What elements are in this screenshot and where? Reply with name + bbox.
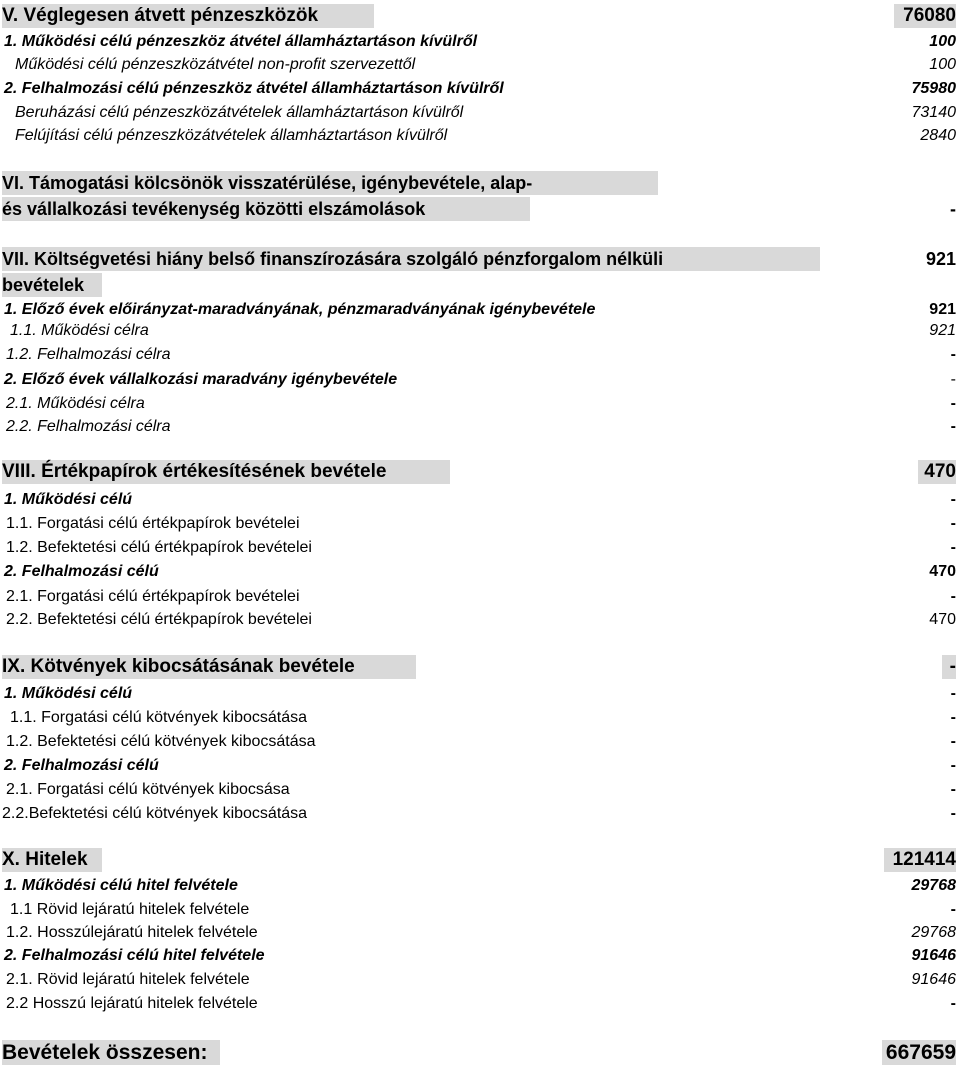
section-viii-2-1-label: 2.1. Forgatási célú értékpapírok bevételei bbox=[6, 588, 300, 605]
section-v-2b-label: Felújítási célú pénzeszközátvételek államháztartáson kívülről bbox=[15, 127, 448, 144]
section-viii-1-value: - bbox=[950, 491, 956, 508]
section-vii-2-2-row bbox=[0, 416, 960, 438]
section-vii-2-1-label: 2.1. Működési célra bbox=[6, 395, 145, 412]
section-ix-1-value: - bbox=[950, 685, 956, 702]
section-ix-2-2-value: - bbox=[950, 805, 956, 822]
section-x-2-2-row bbox=[0, 993, 960, 1015]
section-v-2b-value: 2840 bbox=[920, 127, 956, 144]
section-viii-1-1-row bbox=[0, 513, 960, 535]
section-ix-2-row bbox=[0, 755, 960, 777]
section-vi-row bbox=[0, 171, 960, 223]
section-viii-2-row bbox=[0, 561, 960, 583]
section-vii-1-1-value: 921 bbox=[929, 322, 956, 339]
section-ix-2-1-value: - bbox=[950, 781, 956, 798]
section-ix-row bbox=[0, 655, 960, 681]
section-ix-1-1-value: - bbox=[950, 709, 956, 726]
section-vii-1-value: 921 bbox=[929, 301, 956, 318]
section-viii-row bbox=[0, 460, 960, 486]
section-x-2-value: 91646 bbox=[911, 947, 956, 964]
section-v-1a-row bbox=[0, 54, 960, 76]
section-ix-label: IX. Kötvények kibocsátásának bevétele bbox=[2, 655, 416, 679]
section-ix-1-row bbox=[0, 683, 960, 705]
section-vii-1-label: 1. Előző évek előirányzat-maradványának, pénzmaradványának igénybevétele bbox=[4, 301, 596, 318]
section-x-label: X. Hitelek bbox=[2, 848, 102, 872]
section-viii-2-1-row bbox=[0, 586, 960, 608]
section-ix-2-2-label: 2.2.Befektetési célú kötvények kibocsátása bbox=[2, 805, 308, 822]
section-x-2-label: 2. Felhalmozási célú hitel felvétele bbox=[4, 947, 265, 964]
section-ix-1-2-value: - bbox=[950, 733, 956, 750]
section-vi-label-line1: VI. Támogatási kölcsönök visszatérülése, igénybevétele, alap- bbox=[2, 171, 658, 195]
section-x-1-2-value: 29768 bbox=[911, 924, 956, 941]
section-viii-2-2-label: 2.2. Befektetési célú értékpapírok bevételei bbox=[6, 611, 312, 628]
section-v-1-row bbox=[0, 31, 960, 53]
section-v-2-label: 2. Felhalmozási célú pénzeszköz átvétel államháztartáson kívülről bbox=[4, 80, 504, 97]
section-x-1-1-value: - bbox=[950, 901, 956, 918]
section-viii-value: 470 bbox=[918, 460, 956, 484]
section-v-1a-label: Működési célú pénzeszközátvétel non-profit szervezettől bbox=[15, 56, 416, 73]
section-x-row bbox=[0, 848, 960, 874]
section-vii-1-2-value: - bbox=[950, 346, 956, 363]
section-vii-2-2-label: 2.2. Felhalmozási célra bbox=[6, 418, 171, 435]
section-ix-1-1-label: 1.1. Forgatási célú kötvények kibocsátása bbox=[10, 709, 308, 726]
section-vii-2-1-row bbox=[0, 393, 960, 415]
section-viii-label: VIII. Értékpapírok értékesítésének bevétele bbox=[2, 460, 450, 484]
section-x-2-1-row bbox=[0, 969, 960, 991]
section-ix-1-2-row bbox=[0, 731, 960, 753]
section-v-2-value: 75980 bbox=[911, 80, 956, 97]
section-ix-1-label: 1. Működési célú bbox=[4, 685, 133, 702]
section-v-2a-row bbox=[0, 102, 960, 124]
section-vii-1-1-label: 1.1. Működési célra bbox=[10, 322, 149, 339]
section-ix-1-1-row bbox=[0, 707, 960, 729]
total-label: Bevételek összesen: bbox=[2, 1040, 220, 1065]
section-ix-value: - bbox=[942, 655, 956, 679]
section-v-1a-value: 100 bbox=[929, 56, 956, 73]
section-viii-2-1-value: - bbox=[950, 588, 956, 605]
section-vii-2-1-value: - bbox=[950, 395, 956, 412]
section-x-1-2-row bbox=[0, 922, 960, 944]
section-viii-1-row bbox=[0, 489, 960, 511]
section-v-row bbox=[0, 4, 960, 28]
section-x-1-label: 1. Működési célú hitel felvétele bbox=[4, 877, 238, 894]
section-viii-1-1-label: 1.1. Forgatási célú értékpapírok bevételei bbox=[6, 515, 300, 532]
section-x-value: 121414 bbox=[884, 848, 956, 872]
section-viii-2-2-row bbox=[0, 609, 960, 631]
section-v-2-row bbox=[0, 78, 960, 100]
section-vii-1-2-row bbox=[0, 344, 960, 366]
section-viii-1-2-label: 1.2. Befektetési célú értékpapírok bevételei bbox=[6, 539, 312, 556]
section-ix-2-1-label: 2.1. Forgatási célú kötvények kibocsása bbox=[6, 781, 290, 798]
section-vii-label-line1: VII. Költségvetési hiány belső finanszírozására szolgáló pénzforgalom nélküli bbox=[2, 247, 820, 271]
section-viii-2-value: 470 bbox=[929, 563, 956, 580]
section-viii-1-2-value: - bbox=[950, 539, 956, 556]
section-ix-2-value: - bbox=[950, 757, 956, 774]
section-x-2-1-label: 2.1. Rövid lejáratú hitelek felvétele bbox=[6, 971, 250, 988]
section-x-1-row bbox=[0, 875, 960, 897]
section-x-1-2-label: 1.2. Hosszúlejáratú hitelek felvétele bbox=[6, 924, 258, 941]
section-vi-label-line2: és vállalkozási tevékenység közötti elszámolások bbox=[2, 197, 530, 221]
section-v-2a-label: Beruházási célú pénzeszközátvételek államháztartáson kívülről bbox=[15, 104, 464, 121]
section-viii-1-2-row bbox=[0, 537, 960, 559]
section-v-value: 76080 bbox=[894, 4, 956, 28]
section-viii-2-label: 2. Felhalmozási célú bbox=[4, 563, 159, 580]
section-vii-1-row bbox=[0, 299, 960, 321]
section-x-2-2-label: 2.2 Hosszú lejáratú hitelek felvétele bbox=[6, 995, 258, 1012]
section-v-1-value: 100 bbox=[929, 33, 956, 50]
total-value: 667659 bbox=[882, 1040, 956, 1065]
section-x-1-1-row bbox=[0, 899, 960, 921]
section-ix-2-label: 2. Felhalmozási célú bbox=[4, 757, 159, 774]
section-vii-2-label: 2. Előző évek vállalkozási maradvány igénybevétele bbox=[4, 371, 398, 388]
section-vii-1-1-row bbox=[0, 320, 960, 342]
section-x-2-1-value: 91646 bbox=[911, 971, 956, 988]
section-v-2a-value: 73140 bbox=[911, 104, 956, 121]
section-x-2-row bbox=[0, 945, 960, 967]
section-vi-value: - bbox=[950, 199, 956, 219]
section-vii-value: 921 bbox=[925, 249, 956, 269]
section-x-1-1-label: 1.1 Rövid lejáratú hitelek felvétele bbox=[10, 901, 250, 918]
section-vii-row bbox=[0, 247, 960, 297]
section-x-2-2-value: - bbox=[950, 995, 956, 1012]
section-v-1-label: 1. Működési célú pénzeszköz átvétel államháztartáson kívülről bbox=[4, 33, 478, 50]
total-row bbox=[0, 1040, 960, 1066]
section-viii-1-1-value: - bbox=[950, 515, 956, 532]
section-v-label: V. Véglegesen átvett pénzeszközök bbox=[2, 4, 374, 28]
section-x-1-value: 29768 bbox=[911, 877, 956, 894]
section-ix-2-1-row bbox=[0, 779, 960, 801]
section-vii-1-2-label: 1.2. Felhalmozási célra bbox=[6, 346, 171, 363]
section-vii-2-2-value: - bbox=[950, 418, 956, 435]
section-viii-1-label: 1. Működési célú bbox=[4, 491, 133, 508]
section-viii-2-2-value: 470 bbox=[929, 611, 956, 628]
section-vii-2-value: - bbox=[950, 371, 956, 388]
section-vii-label-line2: bevételek bbox=[2, 273, 102, 297]
section-ix-1-2-label: 1.2. Befektetési célú kötvények kibocsátása bbox=[6, 733, 316, 750]
section-vii-2-row bbox=[0, 369, 960, 391]
section-ix-2-2-row bbox=[0, 803, 960, 825]
section-v-2b-row bbox=[0, 125, 960, 147]
